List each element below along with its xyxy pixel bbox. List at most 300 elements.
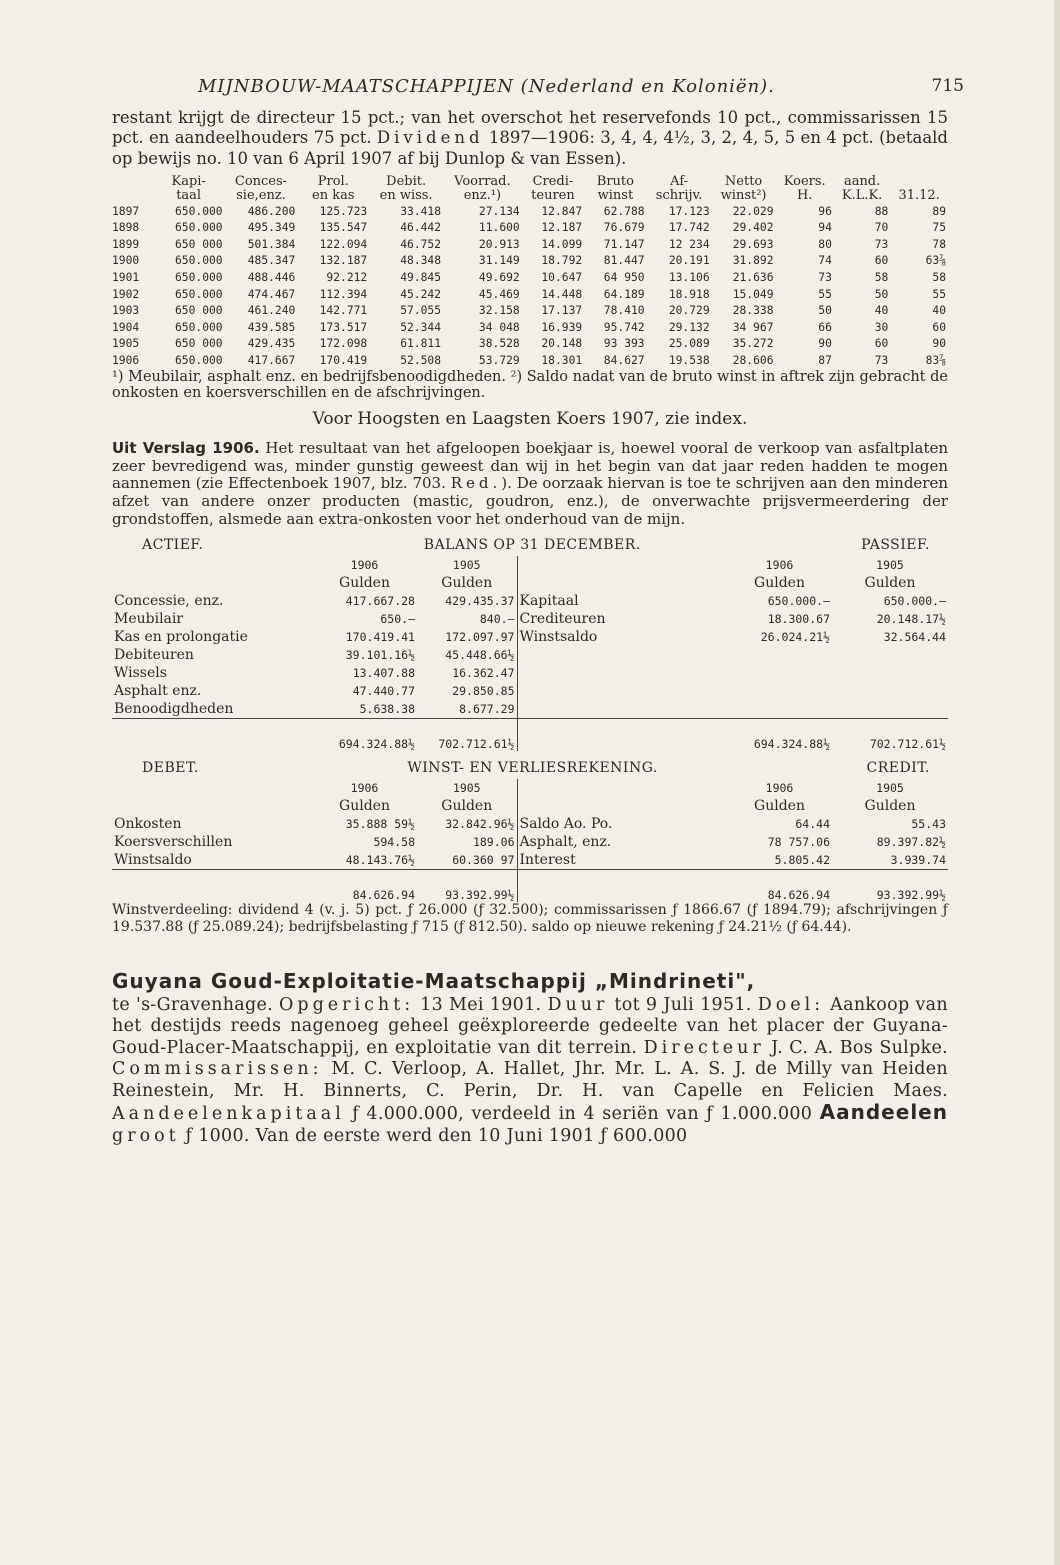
year-cell: 1902 (112, 287, 140, 301)
table-cell: 20.913 (478, 237, 520, 251)
header-cell: schrijv. (655, 187, 703, 203)
header-cell: Prol. (317, 173, 349, 189)
table-cell: 13.106 (668, 271, 710, 285)
table-cell: 62.788 (603, 204, 645, 218)
ledger-value: 89.397.82½ (876, 835, 946, 850)
year-cell: 1897 (112, 204, 140, 218)
table-cell: 40 (874, 304, 889, 318)
table-cell: 20.729 (668, 304, 710, 318)
header-cell: Kapi- (171, 173, 206, 189)
table-cell: 650.000 (175, 204, 223, 218)
table-cell: 50 (874, 287, 889, 301)
table-cell: 16.939 (541, 320, 583, 334)
table-row (112, 352, 948, 369)
ledger-value: 16.362.47 (452, 666, 515, 681)
table-cell: 70 (874, 221, 889, 235)
table-cell: 74 (818, 254, 832, 268)
ledger-label: Concessie, enz. (114, 593, 224, 610)
year-a: 1906 (765, 558, 794, 573)
ledger-label: Crediteuren (517, 610, 727, 628)
table-cell: 650 000 (175, 304, 223, 318)
table-cell: 112.394 (319, 287, 368, 301)
table-cell: 64.189 (603, 287, 645, 301)
table-cell: 135.547 (319, 221, 368, 235)
table-cell: 66 (818, 320, 832, 334)
year-b: 1905 (876, 558, 904, 573)
table-cell: 20.191 (668, 254, 710, 268)
table-cell: 88 (874, 204, 889, 218)
ledger-row (112, 592, 948, 610)
winst-left-title: DEBET. (142, 760, 199, 777)
table-cell: 18.792 (541, 254, 583, 268)
year-a: 1906 (350, 781, 379, 796)
winst-rows (112, 815, 948, 870)
empty-cell (727, 664, 832, 682)
table-cell: 73 (818, 271, 832, 285)
unit-row (112, 574, 948, 592)
total-cell: 93.392.99½ (417, 870, 517, 903)
intro-text-2: 1897—1906: 3, 4, 4, 4½, 3, 2, 4, 5, 5 en 4 pct. (betaald op bewijs no. 10 van 6 April 1907 af bij Dunlop & van Essen). (112, 128, 948, 168)
ledger-value: 29.850.85 (452, 684, 515, 699)
ledger-label: Winstsaldo (114, 852, 192, 869)
ledger-label: Kas en prolongatie (114, 629, 248, 646)
doel-value: Aankoop van het destijds reeds nagenoeg geheel geëxploreerde gedeelte van het placer der Guyana-Goud-Placer-Maatschappij, en exploitatie van dit terrein. (112, 994, 948, 1058)
table-cell: 14.099 (541, 237, 583, 251)
table-cell: 96 (818, 204, 832, 218)
table-cell: 61.811 (400, 337, 442, 351)
header-cell: teuren (531, 187, 575, 203)
ledger-value: 189.06 (472, 835, 515, 850)
table-cell: 75 (932, 221, 946, 235)
table-cell: 73 (874, 354, 889, 368)
ledger-value: 78 757.06 (767, 835, 830, 850)
empty-cell (832, 664, 948, 682)
ledger-value: 3.939.74 (890, 853, 946, 868)
ledger-row (112, 646, 948, 664)
table-row (112, 302, 948, 319)
table-cell: 170.419 (319, 354, 368, 368)
winst-center-title: WINST- EN VERLIESREKENING. (407, 760, 658, 777)
table-cell: 501.384 (247, 237, 296, 251)
table-cell: 95.742 (603, 320, 645, 334)
winst-right-title: CREDIT. (866, 760, 930, 777)
year-row (112, 779, 948, 797)
table-cell: 83⅞ (925, 354, 946, 368)
unit-label: Gulden (754, 798, 805, 815)
year-cell: 1898 (112, 221, 140, 235)
table-cell: 12.847 (541, 204, 583, 218)
table-cell: 29.693 (732, 237, 774, 251)
table-cell: 650.000 (175, 287, 223, 301)
table-cell: 60 (874, 337, 889, 351)
verslag-label: Uit Verslag 1906. (112, 439, 260, 458)
commissarissen-label: Commissarissen: (112, 1059, 323, 1080)
ledger-value: 47.440.77 (352, 684, 415, 699)
empty-cell (727, 682, 832, 700)
table-cell: 18.918 (668, 287, 710, 301)
ledger-label: Asphalt enz. (114, 683, 202, 700)
intro-paragraph (112, 108, 948, 169)
table-cell: 57.055 (400, 304, 442, 318)
ledger-label: Koersverschillen (114, 834, 233, 851)
table-cell: 58 (932, 271, 946, 285)
table-cell: 30 (874, 320, 889, 334)
unit-label: Gulden (339, 798, 390, 815)
header-cell: Netto (724, 173, 763, 189)
header-cell: Voorrad. (454, 173, 511, 189)
directeur-label: Directeur (643, 1037, 765, 1058)
table-cell: 46.442 (400, 221, 442, 235)
table-cell: 417.667 (247, 354, 296, 368)
table-cell: 22.029 (732, 204, 774, 218)
ledger-value: 60.360 97 (452, 853, 515, 868)
groot-label: groot (112, 1125, 180, 1146)
opgericht-label: Opgericht: (279, 994, 415, 1015)
table-cell: 650.000 (175, 221, 223, 235)
table-cell: 12.187 (541, 221, 583, 235)
company-section (112, 971, 948, 1147)
header-cell: K.L.K. (841, 187, 883, 203)
totals-row (112, 719, 948, 752)
table-cell: 17.137 (541, 304, 583, 318)
total-cell: 702.712.61½ (832, 719, 948, 752)
table-cell: 17.742 (668, 221, 710, 235)
header-cell: 31.12. (898, 187, 940, 203)
table-cell: 650 000 (175, 337, 223, 351)
table-cell: 29.402 (732, 221, 774, 235)
ledger-label: Saldo Ao. Po. (517, 815, 727, 833)
table-cell: 89 (932, 204, 946, 218)
ledger-label: Interest (517, 851, 727, 870)
table-cell: 90 (932, 337, 946, 351)
ledger-value: 417.667.28 (345, 594, 415, 609)
table-row (112, 336, 948, 353)
table-cell: 650.000 (175, 354, 223, 368)
table-header-row-1 (112, 175, 948, 189)
ledger-value: 48.143.76½ (345, 853, 415, 868)
header-cell: winst²) (720, 187, 767, 203)
ledger-value: 5.638.38 (359, 702, 415, 717)
header-cell: en kas (312, 187, 355, 203)
ledger-row (112, 815, 948, 833)
table-row (112, 236, 948, 253)
table-cell: 650.000 (175, 271, 223, 285)
page-edge (1054, 0, 1060, 1565)
empty-cell (832, 682, 948, 700)
header-cell: en wiss. (379, 187, 433, 203)
year-cell: 1905 (112, 337, 140, 351)
table-cell: 55 (818, 287, 832, 301)
table-cell: 90 (818, 337, 832, 351)
table-cell: 17.123 (668, 204, 710, 218)
table-cell: 78 (932, 237, 946, 251)
balans-table (112, 556, 948, 751)
header-cell (112, 189, 153, 203)
table-cell: 21.636 (732, 271, 774, 285)
ledger-value: 8.677.29 (459, 702, 515, 717)
commissarissen-value: M. C. Verloop, A. Hallet, Jhr. Mr. L. A. S. J. de Milly van Heiden Reinestein, Mr. H. Binnerts, C. Perin, Dr. H. van Capelle en Felicien Maes. (112, 1059, 948, 1101)
verslag-text-1: Het resultaat van het afgeloopen boekjaar is, hoewel vooral de verkoop van asfaltplaten zeer bevredigend was, minder gunstig geweest dan wij in het begin van dat jaar reden hadden te mogen aannemen (zie Effectenboek 1907, blz. 703. (112, 439, 949, 493)
header-cell: Conces- (234, 173, 288, 189)
table-cell: 132.187 (319, 254, 368, 268)
table-cell: 80 (818, 237, 832, 251)
ledger-value: 35.888 59½ (345, 817, 415, 832)
company-paragraph (112, 971, 948, 1147)
table-cell: 64 950 (603, 271, 645, 285)
header-cell: Debit. (386, 173, 427, 189)
ledger-value: 594.58 (373, 835, 415, 850)
ledger-value: 32.842.96½ (445, 817, 515, 832)
table-cell: 474.467 (247, 287, 296, 301)
header-cell: aand. (843, 173, 881, 189)
ledger-value: 55.43 (911, 817, 946, 832)
table-cell: 27.134 (478, 204, 520, 218)
ledger-value: 13.407.88 (352, 666, 415, 681)
year-a: 1906 (765, 781, 794, 796)
table-row (112, 219, 948, 236)
ledger-value: 5.805.42 (774, 853, 830, 868)
ledger-label: Meubilair (114, 611, 184, 628)
unit-label: Gulden (339, 575, 390, 592)
table-footnote: ¹) Meubilair, asphalt enz. en bedrijfsbenoodigdheden. ²) Saldo nadat van de bruto winst in aftrek zijn gebracht de onkosten en koersverschillen en de afschrijvingen. (112, 368, 948, 401)
table-row (112, 286, 948, 303)
ledger-value: 650.000.— (767, 594, 830, 609)
total-cell: 694.324.88½ (727, 719, 832, 752)
table-cell: 34 048 (478, 320, 520, 334)
header-cell: enz.¹) (463, 187, 502, 203)
kapitaal-value: ƒ 4.000.000, verdeeld in 4 seriën van ƒ 1.000.000 (344, 1104, 813, 1125)
table-cell: 485.347 (247, 254, 296, 268)
ledger-value: 64.44 (795, 817, 830, 832)
year-cell: 1906 (112, 354, 140, 368)
table-cell: 78.410 (603, 304, 645, 318)
table-row (112, 269, 948, 286)
opgericht-value: 13 Mei 1901. (414, 994, 548, 1015)
table-cell: 172.098 (319, 337, 368, 351)
header-cell: winst (597, 187, 634, 203)
table-cell: 31.149 (478, 254, 520, 268)
header-cell: taal (176, 187, 202, 203)
red-label: Red. (450, 474, 502, 493)
table-cell: 650.000 (175, 320, 223, 334)
table-cell: 122.094 (319, 237, 368, 251)
running-header (112, 76, 964, 108)
table-cell: 60 (874, 254, 889, 268)
ledger-value: 170.419.41 (345, 630, 415, 645)
table-cell: 45.469 (478, 287, 520, 301)
table-cell: 45.242 (400, 287, 442, 301)
table-cell: 76.679 (603, 221, 645, 235)
year-b: 1905 (876, 781, 904, 796)
table-cell: 49.845 (400, 271, 442, 285)
table-row (112, 203, 948, 220)
table-cell: 12 234 (668, 237, 710, 251)
ledger-label: Onkosten (114, 816, 182, 833)
table-cell: 52.344 (400, 320, 442, 334)
header-cell: Bruto (596, 173, 634, 189)
table-cell: 87 (818, 354, 832, 368)
table-cell: 94 (818, 221, 832, 235)
unit-label: Gulden (754, 575, 805, 592)
total-cell: 84.626.94 (727, 870, 832, 903)
header-cell: Credi- (532, 173, 574, 189)
intro-text-1: restant krijgt de directeur 15 pct.; van het overschot het reservefonds 10 pct., commissarissen 15 pct. en aandeelhouders 75 pct. (112, 108, 948, 148)
table-cell: 60 (932, 320, 946, 334)
winst-heading (112, 757, 948, 779)
table-cell: 93 393 (603, 337, 645, 351)
ledger-row (112, 628, 948, 646)
company-name: Guyana Goud-Exploitatie-Maatschappij „Mindrineti", (112, 969, 756, 994)
unit-label: Gulden (864, 798, 916, 815)
duur-value: tot 9 Juli 1951. (608, 994, 752, 1015)
ledger-label: Asphalt, enz. (517, 833, 727, 851)
directeur-value: J. C. A. Bos Sulpke. (764, 1037, 948, 1058)
ledger-value: 26.024.21½ (760, 630, 830, 645)
empty-cell (517, 682, 727, 700)
header-cell (112, 175, 153, 189)
ledger-row (112, 851, 948, 870)
table-cell: 55 (932, 287, 946, 301)
verslag-text-2: ). De oorzaak hiervan is toe te schrijven aan den minderen afzet van andere onzer producten (mastic, goudron, enz.), de onverwachte prijsvermeerdering der grondstoffen, alsmede aan extra-onkosten voor het onderhoud van de mijn. (112, 474, 949, 528)
table-cell: 35.272 (732, 337, 774, 351)
table-cell: 15.049 (732, 287, 774, 301)
unit-label: Gulden (864, 575, 916, 592)
table-cell: 63⅞ (925, 254, 946, 268)
year-a: 1906 (350, 558, 379, 573)
winst-table (112, 779, 948, 902)
empty-cell (727, 700, 832, 719)
table-cell: 461.240 (247, 304, 296, 318)
table-cell: 650 000 (175, 237, 223, 251)
balans-right-title: PASSIEF. (861, 537, 930, 554)
year-cell: 1901 (112, 271, 140, 285)
ledger-row (112, 682, 948, 700)
table-cell: 650.000 (175, 254, 223, 268)
kapitaal-label: Aandeelenkapitaal (112, 1104, 345, 1125)
table-cell: 50 (818, 304, 832, 318)
table-cell: 20.148 (541, 337, 583, 351)
table-cell: 31.892 (732, 254, 774, 268)
table-cell: 29.132 (668, 320, 710, 334)
running-title: MIJNBOUW-MAATSCHAPPIJEN (Nederland en Koloniën). (198, 76, 775, 97)
financial-history-table (112, 175, 948, 369)
table-cell: 488.446 (247, 271, 296, 285)
table-row (112, 319, 948, 336)
table-cell: 486.200 (247, 204, 296, 218)
ledger-label: Kapitaal (517, 592, 727, 610)
table-cell: 48.348 (400, 254, 442, 268)
totals-row (112, 870, 948, 903)
verslag-paragraph (112, 440, 948, 528)
year-b: 1905 (452, 781, 481, 796)
table-cell: 439.585 (247, 320, 296, 334)
table-cell: 125.723 (319, 204, 368, 218)
table-cell: 46.752 (400, 237, 442, 251)
table-cell: 84.627 (603, 354, 645, 368)
table-cell: 38.528 (478, 337, 520, 351)
unit-row (112, 797, 948, 815)
ledger-label: Debiteuren (114, 647, 194, 664)
year-cell: 1904 (112, 320, 140, 334)
table-cell: 40 (932, 304, 946, 318)
table-cell: 52.508 (400, 354, 442, 368)
unit-label: Gulden (441, 798, 493, 815)
ledger-row (112, 833, 948, 851)
ledger-row (112, 610, 948, 628)
balans-heading (112, 534, 948, 556)
year-row (112, 556, 948, 574)
table-cell: 18.301 (541, 354, 583, 368)
table-row (112, 253, 948, 270)
table-cell: 71.147 (603, 237, 645, 251)
table-cell: 14.448 (541, 287, 583, 301)
empty-cell (517, 700, 727, 719)
table-cell: 58 (874, 271, 889, 285)
company-location: te 's-Gravenhage. (112, 994, 280, 1015)
ledger-value: 429.435.37 (445, 594, 515, 609)
ledger-value: 32.564.44 (883, 630, 946, 645)
index-note: Voor Hoogsten en Laagsten Koers 1907, zie index. (312, 408, 748, 429)
total-cell: 694.324.88½ (312, 719, 417, 752)
ledger-row (112, 700, 948, 719)
total-cell: 93.392.99½ (832, 870, 948, 903)
header-cell: H. (796, 187, 813, 203)
unit-label: Gulden (441, 575, 493, 592)
empty-cell (727, 646, 832, 664)
winstverdeeling: Winstverdeeling: dividend 4 (v. j. 5) pct. ƒ 26.000 (ƒ 32.500); commissarissen ƒ 1866.67 (ƒ 1894.79); afschrijvingen ƒ 19.537.88 (ƒ 25.089.24); bedrijfsbelasting ƒ 715 (ƒ 812.50). saldo op nieuwe rekening ƒ 24.21½ (ƒ 64.44). (112, 902, 948, 935)
header-cell: Koers. (783, 173, 826, 189)
total-cell: 84.626.94 (312, 870, 417, 903)
table-cell: 19.538 (668, 354, 710, 368)
total-cell: 702.712.61½ (417, 719, 517, 752)
table-cell: 429.435 (247, 337, 296, 351)
table-cell: 142.771 (319, 304, 368, 318)
empty-cell (832, 700, 948, 719)
table-cell: 11.600 (478, 221, 520, 235)
empty-cell (517, 664, 727, 682)
table-cell: 25.089 (668, 337, 710, 351)
ledger-row (112, 664, 948, 682)
table-cell: 32.158 (478, 304, 520, 318)
ledger-value: 840.— (479, 612, 515, 627)
aandeelen-label: Aandeelen (819, 1100, 948, 1125)
ledger-value: 650.000.— (883, 594, 946, 609)
table-cell: 33.418 (400, 204, 442, 218)
table-cell: 28.606 (732, 354, 774, 368)
table-header-row-2 (112, 189, 948, 203)
balans-rows (112, 592, 948, 719)
table-cell: 73 (874, 237, 889, 251)
page-number: 715 (931, 76, 964, 96)
ledger-value: 650.— (380, 612, 415, 627)
table-cell: 34 967 (732, 320, 774, 334)
table-cell: 92.212 (326, 271, 368, 285)
ledger-value: 18.300.67 (767, 612, 830, 627)
ledger-value: 45.448.66½ (445, 648, 515, 663)
header-cell: sie,enz. (236, 187, 286, 203)
dividend-label: Dividend (376, 128, 484, 148)
header-cell (890, 175, 948, 189)
balans-center-title: BALANS OP 31 DECEMBER. (423, 537, 641, 554)
header-cell: Af- (670, 173, 689, 189)
table-cell: 173.517 (319, 320, 368, 334)
ledger-label: Benoodigdheden (114, 701, 234, 718)
doel-label: Doel: (757, 994, 825, 1015)
ledger-label: Wissels (114, 665, 167, 682)
table-cell: 10.647 (541, 271, 583, 285)
ledger-value: 172.097.97 (445, 630, 515, 645)
page (112, 76, 964, 1147)
